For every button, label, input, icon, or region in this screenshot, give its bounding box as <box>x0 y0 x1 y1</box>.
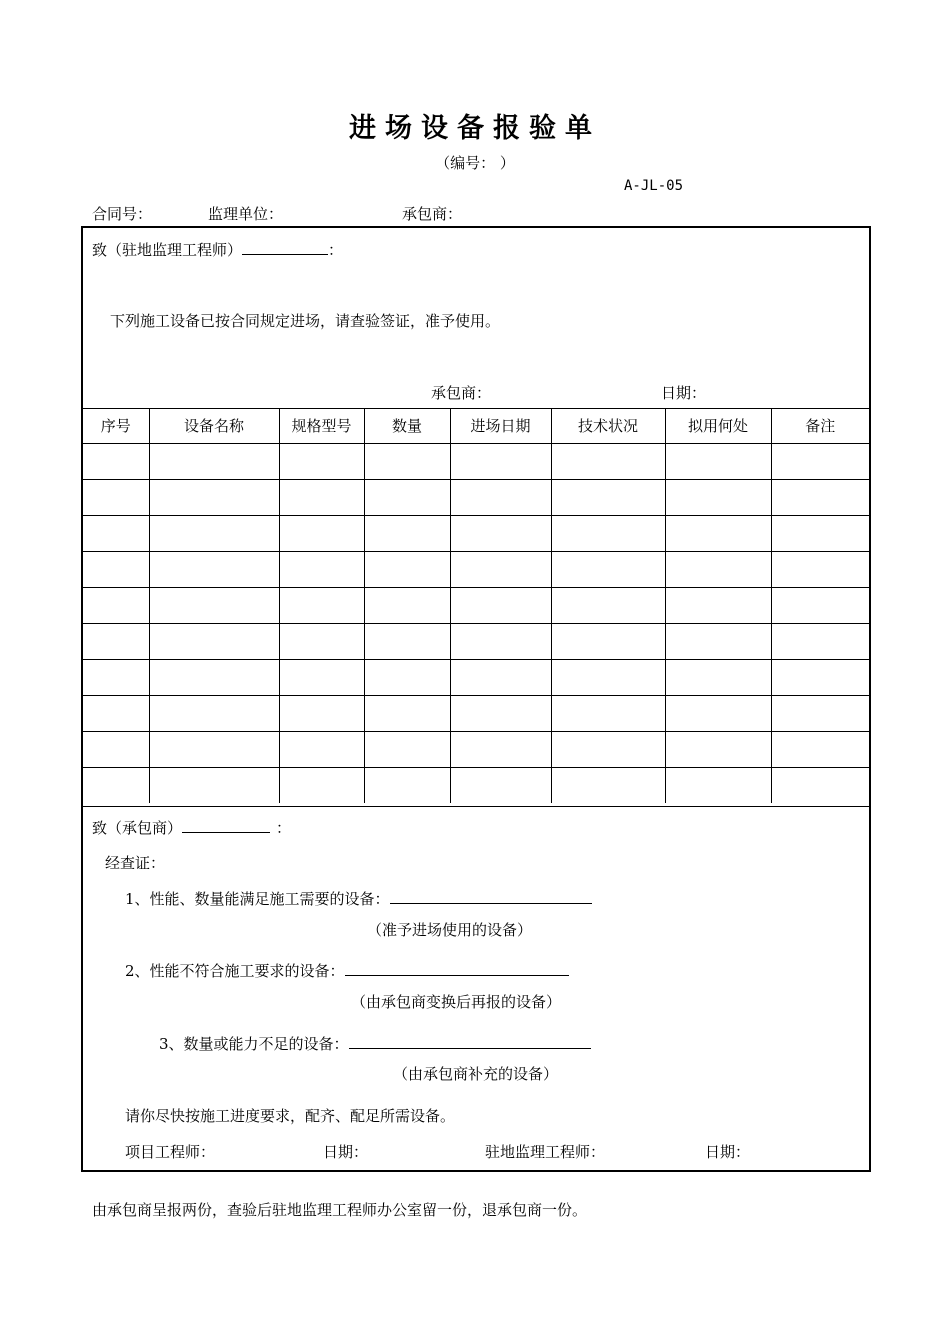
application-recipient <box>92 239 343 260</box>
table-cell[interactable] <box>771 624 869 660</box>
application-section <box>83 228 869 409</box>
serial-number: （编号： ） <box>435 154 515 172</box>
table-cell[interactable] <box>149 696 279 732</box>
checked-label: 经查证： <box>105 854 166 872</box>
table-cell[interactable] <box>665 444 771 480</box>
review-section <box>83 806 869 1171</box>
table-cell[interactable] <box>450 768 551 804</box>
table-row <box>83 480 869 516</box>
item2-row <box>125 960 569 981</box>
table-cell[interactable] <box>450 444 551 480</box>
table-cell[interactable] <box>665 624 771 660</box>
item3-row <box>159 1033 591 1054</box>
equipment-table <box>83 408 869 803</box>
item1-note: （准予进场使用的设备） <box>367 921 533 939</box>
table-row <box>83 516 869 552</box>
table-row <box>83 732 869 768</box>
table-cell[interactable] <box>279 624 364 660</box>
item3-label: 3、数量或能力不足的设备： <box>159 1035 349 1053</box>
table-cell[interactable] <box>551 660 665 696</box>
table-cell[interactable] <box>364 516 450 552</box>
supervisor-unit-label: 监理单位： <box>208 205 284 223</box>
form-title: 进场设备报验单 <box>349 113 601 144</box>
review-recipient <box>92 817 291 838</box>
engineer-name-field[interactable] <box>242 239 328 255</box>
request-text: 请你尽快按施工进度要求，配齐、配足所需设备。 <box>125 1107 456 1125</box>
table-cell[interactable] <box>149 624 279 660</box>
table-cell[interactable] <box>665 552 771 588</box>
application-contractor-label: 承包商： <box>431 384 492 402</box>
table-cell[interactable] <box>149 660 279 696</box>
table-cell[interactable] <box>279 696 364 732</box>
table-cell[interactable] <box>364 732 450 768</box>
table-cell[interactable] <box>149 444 279 480</box>
table-cell[interactable] <box>279 588 364 624</box>
header-quantity: 数量 <box>364 408 450 444</box>
table-cell[interactable] <box>551 624 665 660</box>
equipment-table-body <box>83 444 869 804</box>
table-cell[interactable] <box>279 768 364 804</box>
table-cell[interactable] <box>279 516 364 552</box>
table-cell[interactable] <box>450 480 551 516</box>
table-cell[interactable] <box>83 732 149 768</box>
date2-label: 日期： <box>705 1143 751 1161</box>
table-cell[interactable] <box>279 732 364 768</box>
table-cell[interactable] <box>450 516 551 552</box>
table-cell[interactable] <box>83 552 149 588</box>
application-date-label: 日期： <box>661 384 707 402</box>
table-cell[interactable] <box>364 552 450 588</box>
table-cell[interactable] <box>364 660 450 696</box>
table-cell[interactable] <box>771 480 869 516</box>
header-remarks: 备注 <box>771 408 869 444</box>
header-condition: 技术状况 <box>551 408 665 444</box>
table-row <box>83 624 869 660</box>
header-intended-use: 拟用何处 <box>665 408 771 444</box>
date1-label: 日期： <box>323 1143 369 1161</box>
table-cell[interactable] <box>450 660 551 696</box>
table-row <box>83 768 869 804</box>
table-cell[interactable] <box>450 552 551 588</box>
table-cell[interactable] <box>279 660 364 696</box>
table-cell[interactable] <box>665 660 771 696</box>
table-cell[interactable] <box>551 480 665 516</box>
table-cell[interactable] <box>83 768 149 804</box>
item3-note: （由承包商补充的设备） <box>393 1065 559 1083</box>
table-row <box>83 660 869 696</box>
table-cell[interactable] <box>771 588 869 624</box>
table-cell[interactable] <box>551 552 665 588</box>
table-cell[interactable] <box>551 444 665 480</box>
table-cell[interactable] <box>83 516 149 552</box>
table-cell[interactable] <box>771 552 869 588</box>
item1-label: 1、性能、数量能满足施工需要的设备： <box>125 890 390 908</box>
table-cell[interactable] <box>149 768 279 804</box>
item2-note: （由承包商变换后再报的设备） <box>351 993 562 1011</box>
table-cell[interactable] <box>551 696 665 732</box>
table-cell[interactable] <box>364 480 450 516</box>
item2-label: 2、性能不符合施工要求的设备： <box>125 962 345 980</box>
table-cell[interactable] <box>771 516 869 552</box>
table-cell[interactable] <box>771 660 869 696</box>
table-cell[interactable] <box>450 624 551 660</box>
review-colon: ： <box>276 819 292 837</box>
application-to-label: 致（驻地监理工程师） <box>92 241 243 259</box>
table-cell[interactable] <box>450 588 551 624</box>
table-cell[interactable] <box>450 732 551 768</box>
table-cell[interactable] <box>551 516 665 552</box>
item3-field[interactable] <box>349 1033 591 1049</box>
project-engineer-label: 项目工程师： <box>125 1143 216 1161</box>
table-cell[interactable] <box>149 588 279 624</box>
table-cell[interactable] <box>364 768 450 804</box>
form-code: A-JL-05 <box>624 178 684 194</box>
item1-field[interactable] <box>390 888 592 904</box>
table-cell[interactable] <box>771 444 869 480</box>
table-cell[interactable] <box>771 732 869 768</box>
table-cell[interactable] <box>83 624 149 660</box>
header-index: 序号 <box>83 408 149 444</box>
table-cell[interactable] <box>149 480 279 516</box>
header-entry-date: 进场日期 <box>450 408 551 444</box>
table-cell[interactable] <box>665 696 771 732</box>
table-cell[interactable] <box>551 768 665 804</box>
table-cell[interactable] <box>665 768 771 804</box>
form-frame <box>81 226 871 1172</box>
table-cell[interactable] <box>665 480 771 516</box>
header-model: 规格型号 <box>279 408 364 444</box>
table-cell[interactable] <box>364 444 450 480</box>
table-cell[interactable] <box>149 516 279 552</box>
item1-row <box>125 888 592 909</box>
table-cell[interactable] <box>83 696 149 732</box>
contractor-name-field[interactable] <box>182 817 270 833</box>
table-row <box>83 588 869 624</box>
table-row <box>83 696 869 732</box>
table-cell[interactable] <box>279 444 364 480</box>
table-cell[interactable] <box>83 588 149 624</box>
table-cell[interactable] <box>771 768 869 804</box>
table-cell[interactable] <box>364 588 450 624</box>
table-cell[interactable] <box>364 696 450 732</box>
table-cell[interactable] <box>665 732 771 768</box>
review-to-label: 致（承包商） <box>92 819 183 837</box>
resident-engineer-label: 驻地监理工程师： <box>485 1143 606 1161</box>
table-cell[interactable] <box>665 516 771 552</box>
table-cell[interactable] <box>279 480 364 516</box>
table-cell[interactable] <box>83 480 149 516</box>
contract-number-label: 合同号： <box>92 205 153 223</box>
table-header-row <box>83 408 869 444</box>
application-body: 下列施工设备已按合同规定进场，请查验签证，准予使用。 <box>110 312 501 330</box>
table-cell[interactable] <box>665 588 771 624</box>
table-cell[interactable] <box>551 732 665 768</box>
contractor-label: 承包商： <box>402 205 463 223</box>
table-cell[interactable] <box>83 660 149 696</box>
item2-field[interactable] <box>345 960 569 976</box>
footer-note: 由承包商呈报两份，查验后驻地监理工程师办公室留一份，退承包商一份。 <box>92 1201 588 1219</box>
application-colon: ： <box>328 241 344 259</box>
header-equipment-name: 设备名称 <box>149 408 279 444</box>
table-cell[interactable] <box>279 552 364 588</box>
table-cell[interactable] <box>149 732 279 768</box>
table-cell[interactable] <box>551 588 665 624</box>
table-cell[interactable] <box>149 552 279 588</box>
table-row <box>83 552 869 588</box>
table-cell[interactable] <box>364 624 450 660</box>
table-cell[interactable] <box>771 696 869 732</box>
table-cell[interactable] <box>83 444 149 480</box>
table-row <box>83 444 869 480</box>
table-cell[interactable] <box>450 696 551 732</box>
